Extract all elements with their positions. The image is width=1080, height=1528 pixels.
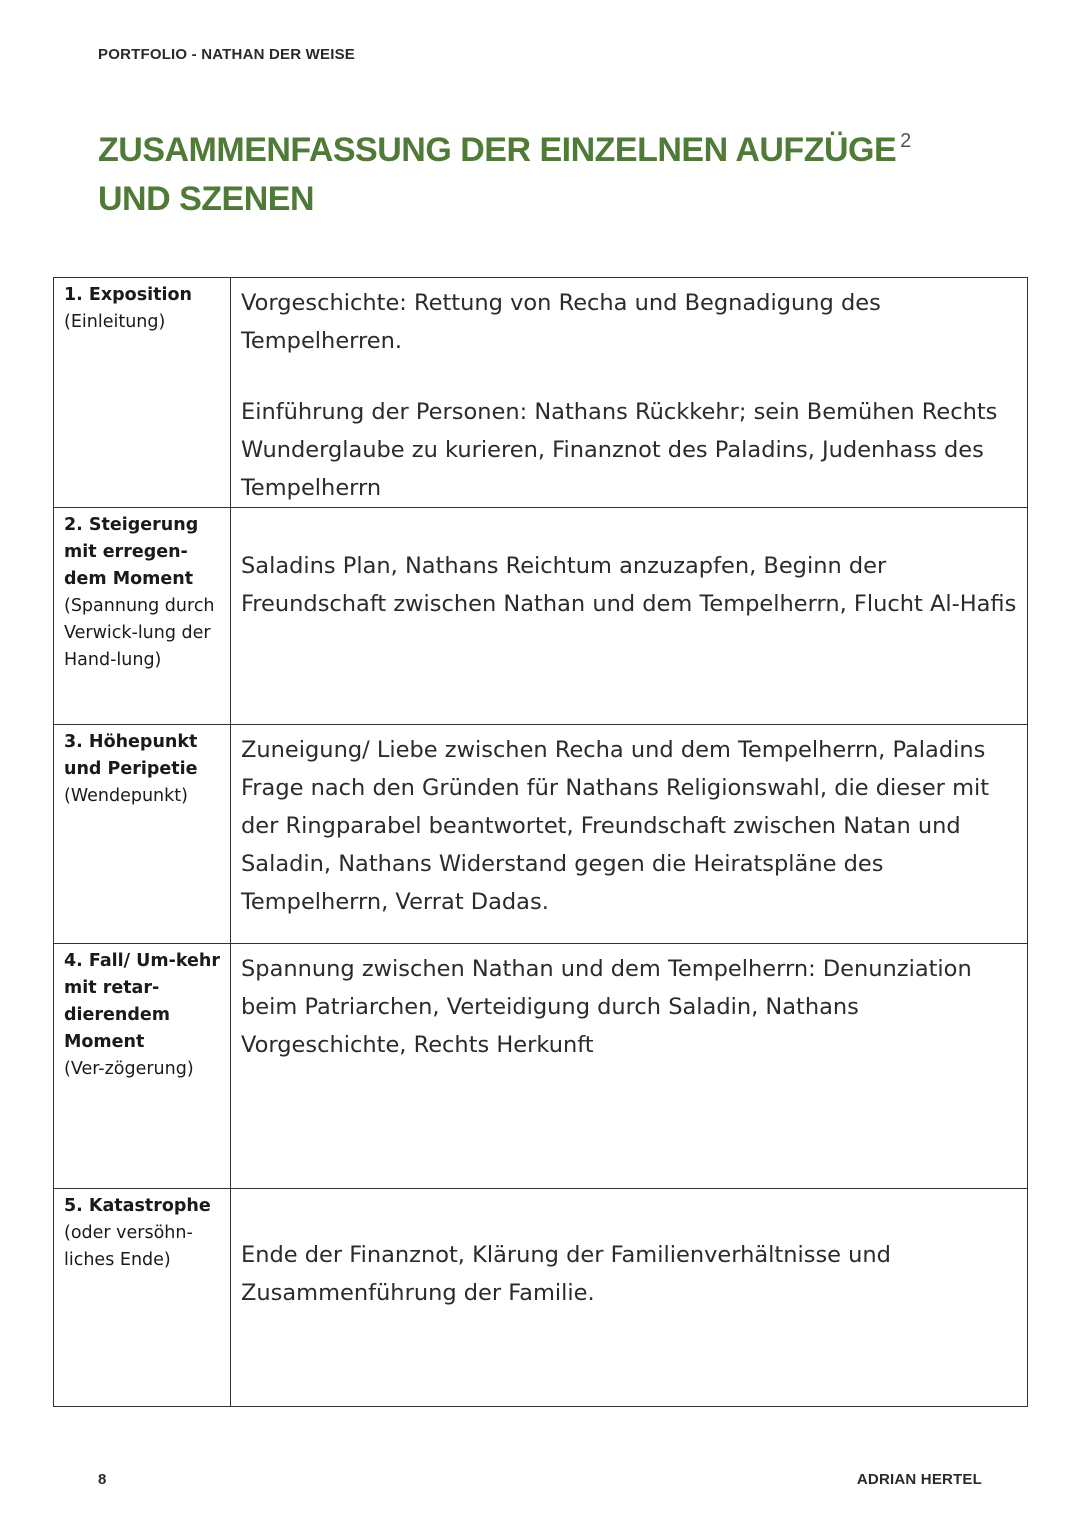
row-label-note: (oder versöhn-liches Ende) — [64, 1223, 193, 1270]
row-label — [54, 278, 231, 508]
row-label-title: 4. Fall/ Um-kehr mit retar-dierendem Moment — [64, 951, 220, 1052]
table-row — [54, 278, 1028, 508]
footnote-marker: 2 — [900, 130, 911, 152]
running-header: PORTFOLIO - NATHAN DER WEISE — [98, 46, 355, 63]
author-name: ADRIAN HERTEL — [856, 1471, 982, 1488]
row-label — [54, 725, 231, 944]
row-label-note: (Einleitung) — [64, 312, 166, 332]
row-label-note: (Wendepunkt) — [64, 786, 188, 806]
summary-table — [53, 277, 1028, 1407]
row-label — [54, 508, 231, 725]
row-label-title: 2. Steigerung mit erregen-dem Moment — [64, 515, 199, 589]
row-label-title: 3. Höhepunkt und Peripetie — [64, 732, 198, 779]
title-line-1-text: ZUSAMMENFASSUNG DER EINZELNEN AUFZÜGE — [98, 131, 897, 169]
row-label-note: (Spannung durch Verwick-lung der Hand-lung) — [64, 596, 215, 670]
table-row — [54, 508, 1028, 725]
row-label-title: 5. Katastrophe — [64, 1196, 211, 1216]
row-label-title: 1. Exposition — [64, 285, 192, 305]
content-paragraph: Vorgeschichte: Rettung von Recha und Begnadigung des Tempelherren. — [241, 290, 881, 354]
row-content — [231, 508, 1028, 725]
table-row — [54, 944, 1028, 1189]
page-number: 8 — [98, 1471, 107, 1488]
content-paragraph: Spannung zwischen Nathan und dem Tempelherrn: Denunziation beim Patriarchen, Verteidigung durch Saladin, Nathans Vorgeschichte, Rechts Herkunft — [241, 956, 972, 1058]
content-paragraph: Zuneigung/ Liebe zwischen Recha und dem Tempelherrn, Paladins Frage nach den Gründen für Nathans Religionswahl, die dieser mit der Ringparabel beantwortet, Freundschaft zwischen Natan und Saladin, Nathans Widerstand gegen die Heiratspläne des Tempelherrn, Verrat Dadas. — [241, 737, 990, 915]
row-label — [54, 1189, 231, 1407]
content-paragraph: Ende der Finanznot, Klärung der Familienverhältnisse und Zusammenführung der Familie. — [241, 1242, 891, 1306]
row-content — [231, 278, 1028, 508]
title-line-2: UND SZENEN — [98, 180, 315, 218]
content-paragraph: Einführung der Personen: Nathans Rückkehr; sein Bemühen Rechts Wunderglaube zu kurieren, Finanznot des Paladins, Judenhass des Tempelherrn — [241, 399, 998, 501]
row-content — [231, 1189, 1028, 1407]
row-label-note: (Ver-zögerung) — [64, 1059, 194, 1079]
row-label — [54, 944, 231, 1189]
row-content — [231, 725, 1028, 944]
page-title — [98, 128, 978, 221]
content-paragraph: Saladins Plan, Nathans Reichtum anzuzapfen, Beginn der Freundschaft zwischen Nathan und dem Tempelherrn, Flucht Al-Hafis — [241, 553, 1017, 617]
row-content — [231, 944, 1028, 1189]
table-row — [54, 725, 1028, 944]
table-row — [54, 1189, 1028, 1407]
title-line-1 — [98, 128, 978, 177]
